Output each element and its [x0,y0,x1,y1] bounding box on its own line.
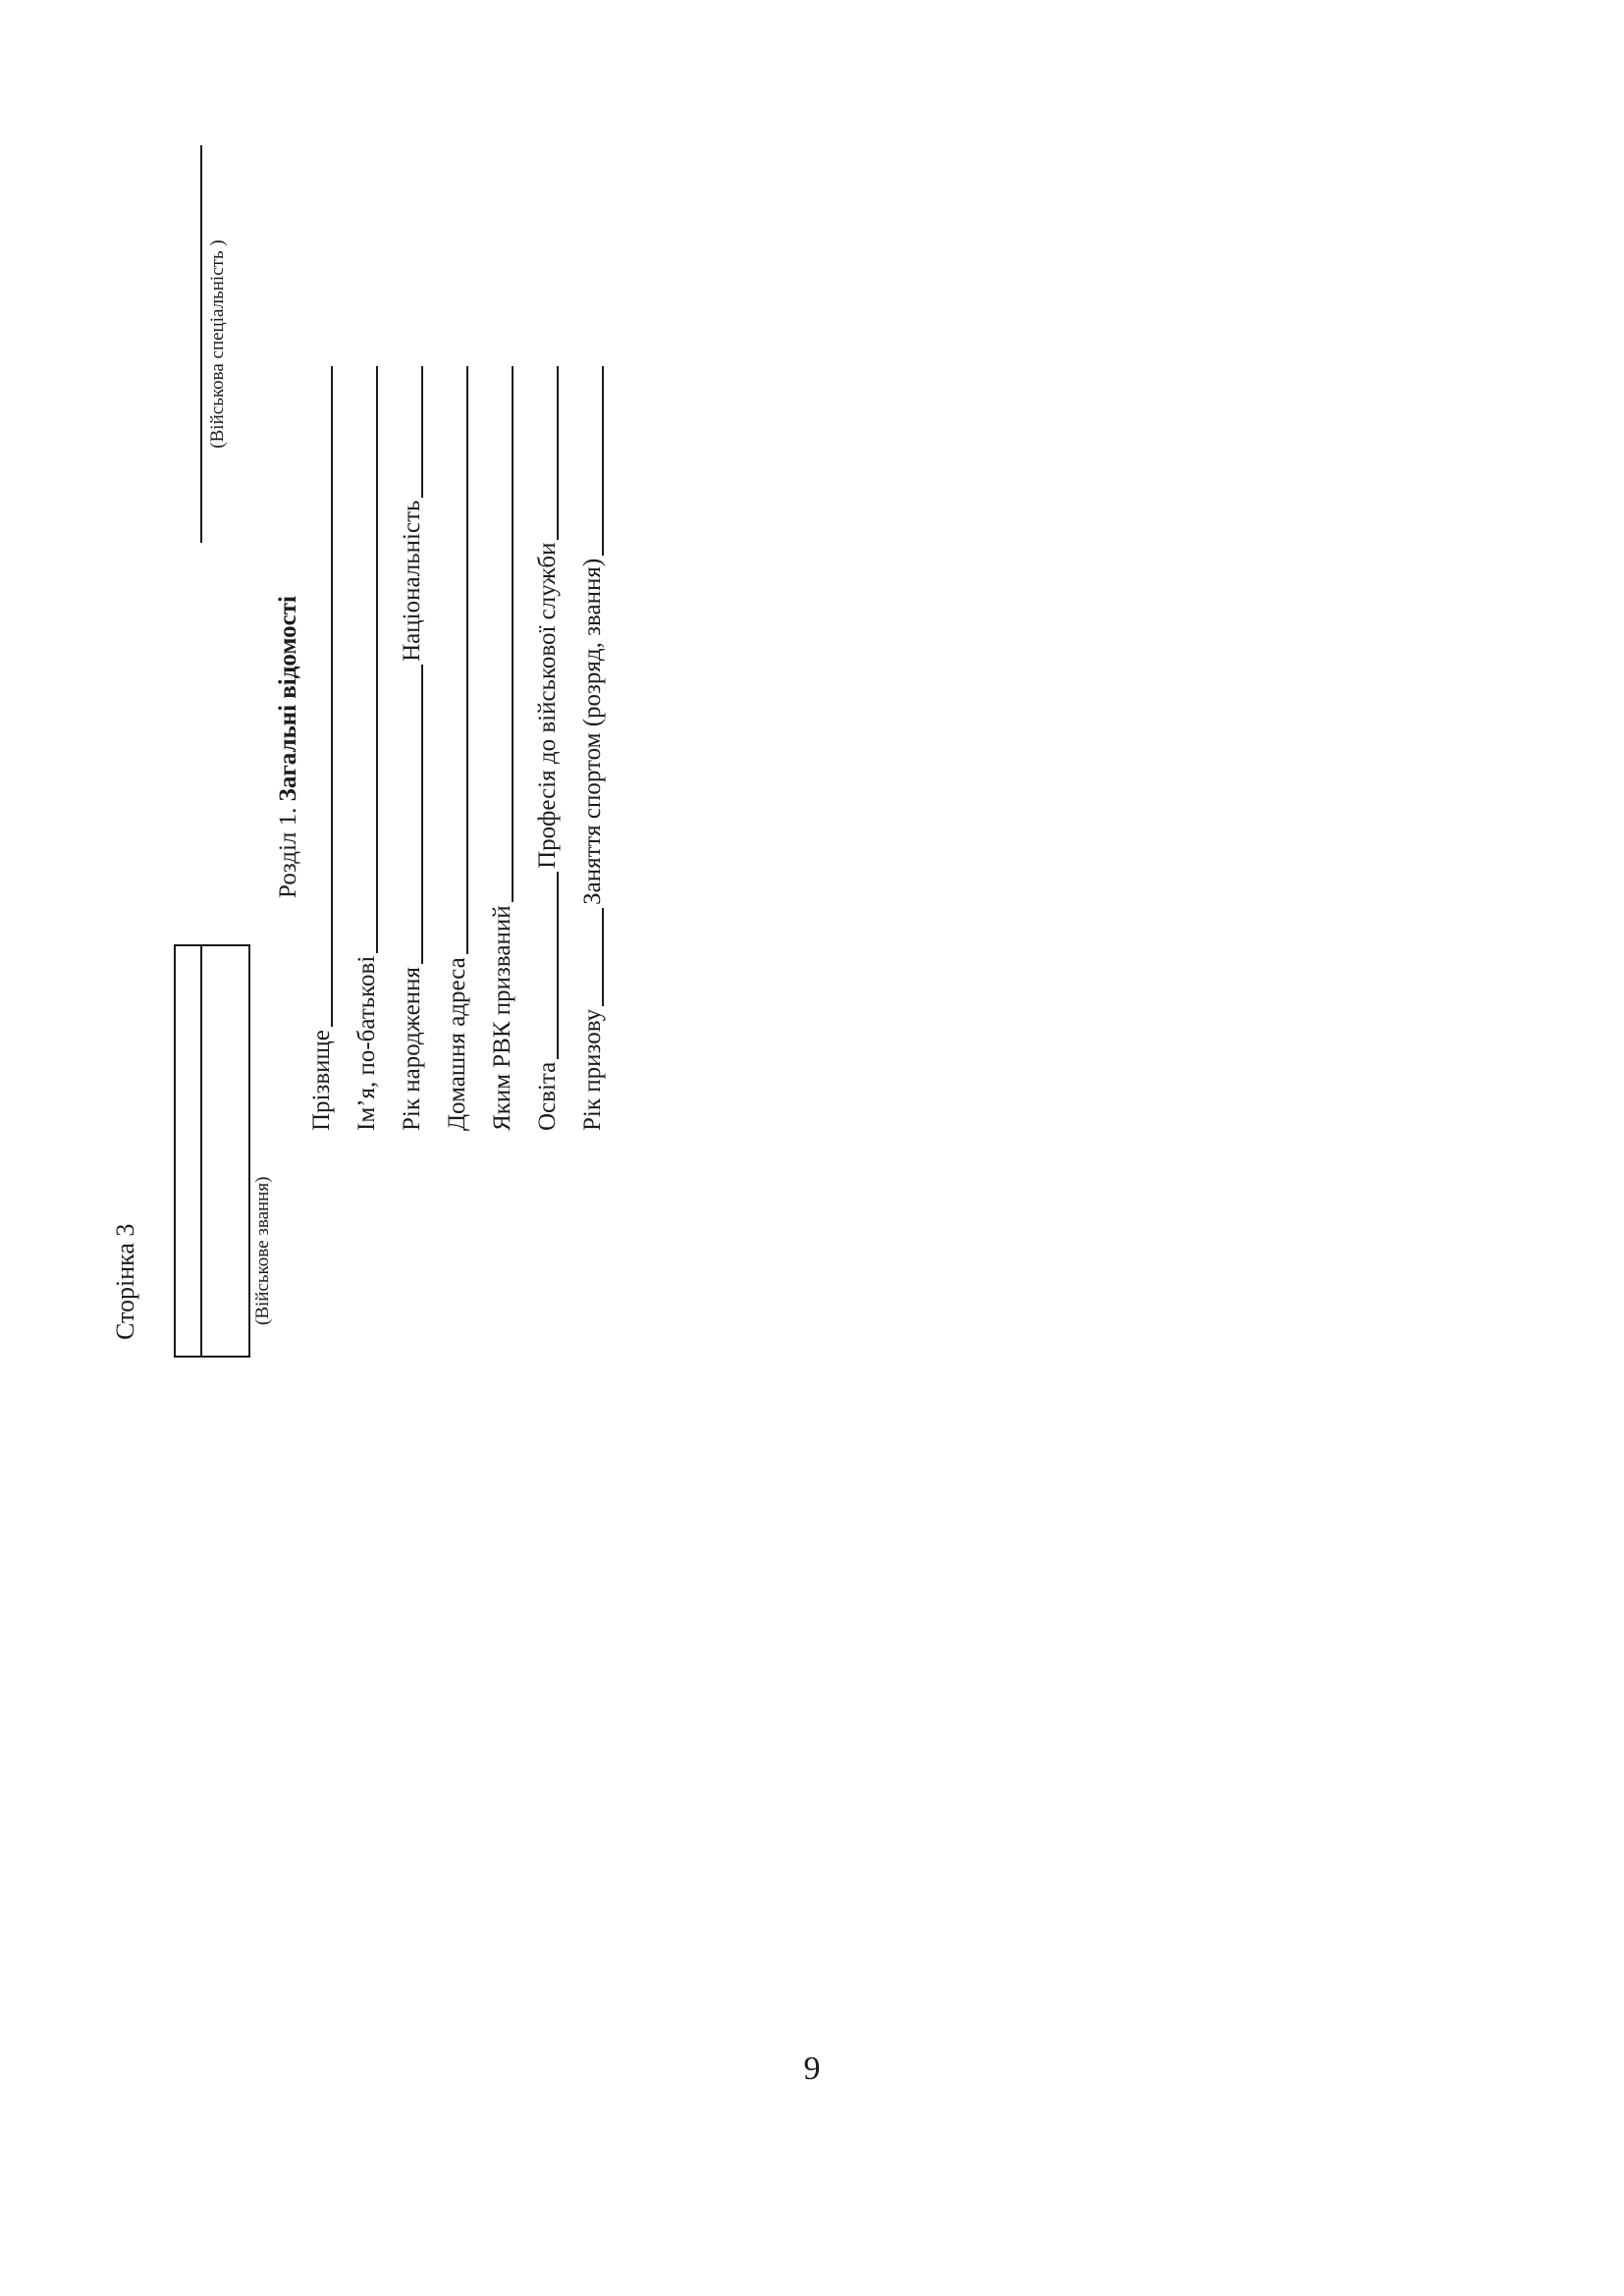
field-label: Національність [399,500,425,662]
rotated-content [0,128,1624,1423]
field-label: Прізвище [308,1030,335,1131]
field-label: Заняття спортом (розряд, звання) [579,558,606,905]
form-row-address [430,363,475,1131]
form-row-birth-nationality [385,363,430,1131]
rank-box [174,944,250,1358]
field-blank-line [330,366,333,1027]
field-label: Професія до військової служби [534,542,561,869]
field-blank-line [556,872,559,1059]
field-blank-line [465,366,468,954]
field-label: Рік народження [399,966,425,1131]
field-blank-line [375,366,378,953]
field-blank-line [420,366,423,498]
form-row-name [340,363,385,1131]
field-blank-line [511,366,514,902]
form-row-rvk [475,363,520,1131]
form-row-education-profession [520,363,566,1131]
specialty-caption: (Військова спеціальність ) [207,240,228,449]
rank-box-top-cell [176,946,202,1356]
field-blank-line [601,366,604,556]
general-info-form [295,363,611,1131]
form-row-surname [295,363,340,1131]
rank-box-bottom-cell [202,946,248,1356]
form-row-draftyear-sport [566,363,611,1131]
specialty-blank-line [200,145,202,543]
field-blank-line [601,908,604,1006]
rank-caption: (Військове звання) [252,1176,273,1325]
page-label: Сторінка 3 [111,1223,139,1340]
field-label: Яким РВК призваний [489,905,515,1131]
field-label: Ім’я, по-батькові [353,955,380,1131]
section-prefix: Розділ 1. [275,807,301,898]
field-label: Освіта [534,1061,561,1131]
book-page-number: 9 [803,2051,821,2087]
field-blank-line [556,366,559,540]
field-blank-line [420,665,423,964]
section-title: Загальні відомості [275,596,301,802]
field-label: Рік призову [579,1008,606,1131]
field-label: Домашня адреса [444,957,470,1131]
